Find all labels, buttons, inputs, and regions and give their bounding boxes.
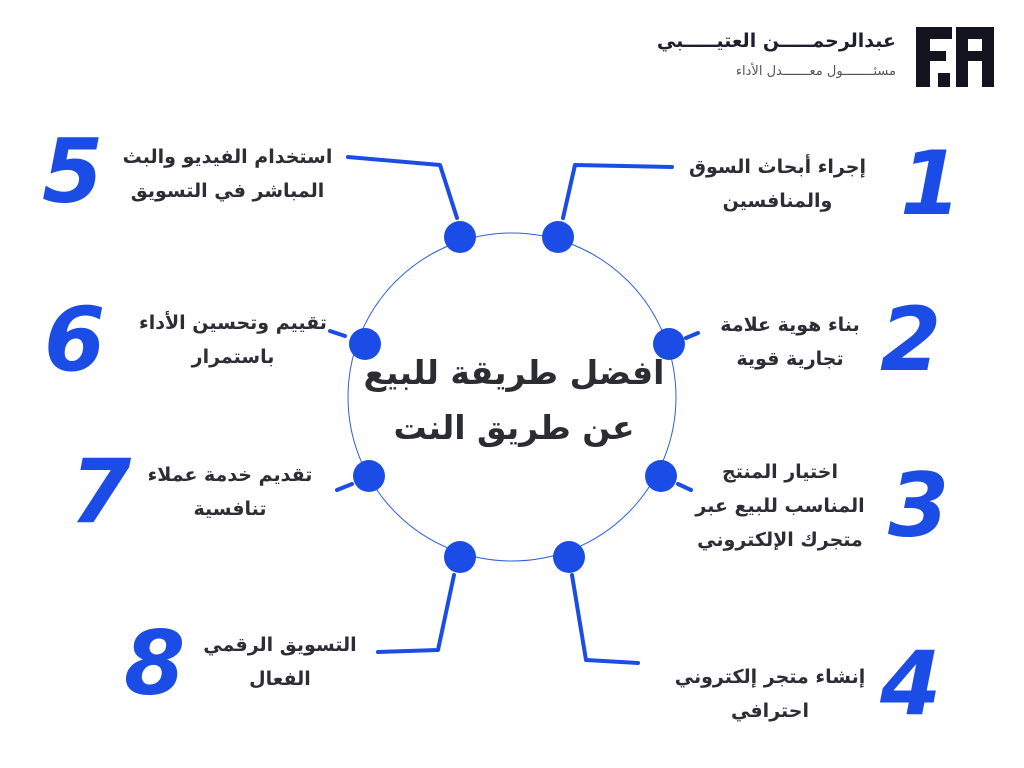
connector-8 bbox=[378, 575, 454, 652]
connector-7 bbox=[337, 484, 352, 490]
node-dot-8 bbox=[444, 541, 476, 573]
author-role: مسئــــــــول معـــــــدل الأداء bbox=[735, 64, 896, 79]
step-label-5 bbox=[100, 140, 355, 208]
step-4-line-2: احترافي bbox=[731, 700, 809, 722]
step-1-line-1: إجراء أبحاث السوق bbox=[689, 156, 866, 178]
step-label-2 bbox=[690, 308, 890, 376]
step-number-3: 3 bbox=[888, 454, 950, 557]
brand-monogram-icon bbox=[916, 27, 994, 87]
connector-4 bbox=[572, 575, 638, 663]
step-8-line-1: التسويق الرقمي bbox=[203, 634, 357, 656]
step-3-line-3: متجرك الإلكتروني bbox=[697, 529, 863, 551]
step-7-line-1: تقديم خدمة عملاء bbox=[147, 464, 313, 486]
step-number-7: 7 bbox=[70, 440, 132, 543]
step-5-line-1: استخدام الفيديو والبث bbox=[122, 146, 333, 168]
step-number-8: 8 bbox=[124, 612, 186, 715]
connector-5 bbox=[348, 157, 457, 218]
step-label-3 bbox=[665, 455, 895, 557]
step-label-1 bbox=[665, 150, 890, 218]
step-number-5: 5 bbox=[42, 120, 104, 223]
node-dot-7 bbox=[353, 460, 385, 492]
diagram-title bbox=[350, 345, 678, 455]
step-label-8 bbox=[180, 628, 380, 696]
step-1-line-2: والمنافسين bbox=[722, 190, 833, 212]
node-dot-5 bbox=[444, 221, 476, 253]
node-dot-4 bbox=[553, 541, 585, 573]
step-number-6: 6 bbox=[44, 288, 106, 391]
step-2-line-1: بناء هوية علامة bbox=[720, 314, 860, 336]
step-7-line-2: تنافسية bbox=[193, 498, 267, 520]
node-dot-1 bbox=[542, 221, 574, 253]
step-8-line-2: الفعال bbox=[249, 668, 311, 690]
step-6-line-1: تقييم وتحسين الأداء bbox=[139, 312, 327, 334]
step-2-line-2: تجارية قوية bbox=[736, 348, 844, 370]
step-number-1: 1 bbox=[900, 132, 962, 235]
step-5-line-2: المباشر في التسويق bbox=[130, 180, 325, 202]
step-3-line-1: اختيار المنتج bbox=[722, 461, 838, 483]
step-label-4 bbox=[650, 660, 890, 728]
connector-1 bbox=[563, 165, 672, 218]
step-3-line-2: المناسب للبيع عبر bbox=[695, 495, 865, 517]
author-name: عبدالرحمـــــن العتيـــــبي bbox=[656, 30, 896, 52]
step-label-6 bbox=[118, 306, 348, 374]
step-number-2: 2 bbox=[880, 288, 942, 391]
title-line-2: عن طريق النت bbox=[393, 408, 635, 447]
step-6-line-2: باستمرار bbox=[191, 346, 275, 368]
title-line-1: افضل طريقة للبيع bbox=[363, 353, 665, 392]
step-label-7 bbox=[130, 458, 330, 526]
step-4-line-1: إنشاء متجر إلكتروني bbox=[674, 666, 866, 688]
step-number-4: 4 bbox=[880, 632, 942, 735]
